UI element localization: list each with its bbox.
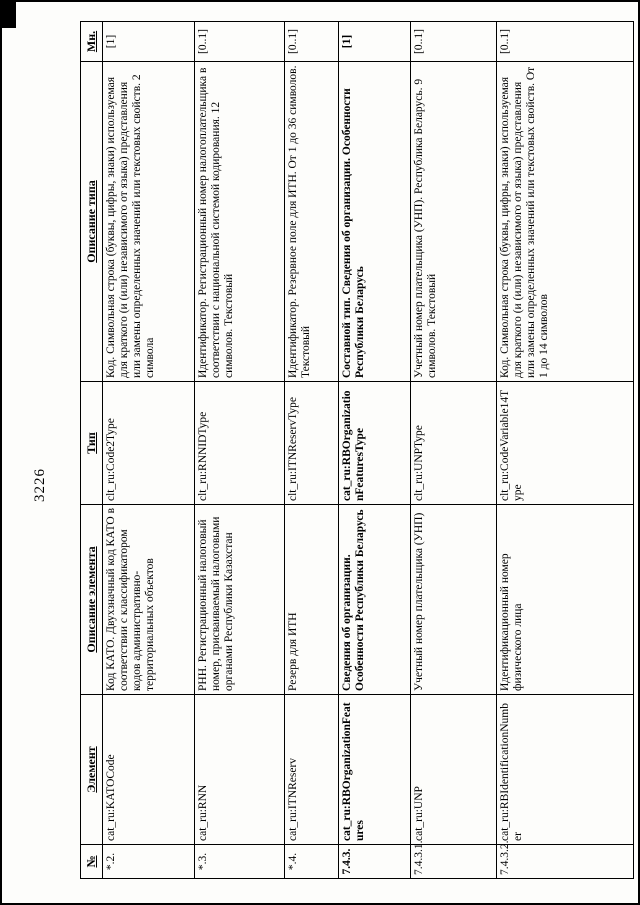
multiplicity: [0..1] <box>285 22 339 62</box>
multiplicity: [0..1] <box>411 22 497 62</box>
col-header-type: Тип <box>81 382 103 505</box>
col-header-element: Элемент <box>81 695 103 845</box>
element-name: cat_ru:KATOCode <box>103 695 195 845</box>
row-number: 7.4.3.1. <box>411 845 497 879</box>
type-name: cat_ru:RBOrganizationFeaturesType <box>339 382 411 505</box>
row-number: *.4. <box>285 845 339 879</box>
type-name: clt_ru:CodeVariable14Type <box>497 382 634 505</box>
element-description: Сведения об организации. Особенности Республики Беларусь <box>339 505 411 695</box>
table-row <box>103 22 195 879</box>
type-description: Код. Символьная строка (буквы, цифры, знаки) используемая для краткого (и (или) независимого от языка) представления или замены определенных значений или текстовых свойств. 2 символа <box>103 62 195 382</box>
multiplicity: [0..1] <box>195 22 285 62</box>
col-header-element-description: Описание элемента <box>81 505 103 695</box>
type-name: clt_ru:UNPType <box>411 382 497 505</box>
element-name: cat_ru:RBOrganizationFeatures <box>339 695 411 845</box>
multiplicity: [1] <box>339 22 411 62</box>
type-description: Составной тип. Сведения об организации. Особенности Республики Беларусь <box>339 62 411 382</box>
element-description: Учетный номер плательщика (УНП) <box>411 505 497 695</box>
multiplicity: [0..1] <box>497 22 634 62</box>
row-number: 7.4.3. <box>339 845 411 879</box>
type-name: clt_ru:ITNReservType <box>285 382 339 505</box>
type-name: clt_ru:RNNIDType <box>195 382 285 505</box>
type-description: Идентификатор. Регистрационный номер налогоплательщика в соответствии с национальной системой кодирования. 12 символов. Текстовый <box>195 62 285 382</box>
schema-elements-table <box>80 21 634 879</box>
element-description: Резерв для ИТН <box>285 505 339 695</box>
table-row <box>411 22 497 879</box>
multiplicity: [1] <box>103 22 195 62</box>
col-header-number: № <box>81 845 103 879</box>
element-name: cat_ru:UNP <box>411 695 497 845</box>
table-row <box>285 22 339 879</box>
type-description: Идентификатор. Резервное поле для ИТН. От 1 до 36 символов. Текстовый <box>285 62 339 382</box>
type-description: Учетный номер плательщика (УНП). Республика Беларусь. 9 символов. Текстовый <box>411 62 497 382</box>
table-row <box>339 22 411 879</box>
page-number-text: 3226 <box>32 468 48 502</box>
type-name: clt_ru:Code2Type <box>103 382 195 505</box>
element-name: cat_ru:ITNReserv <box>285 695 339 845</box>
table-row <box>195 22 285 879</box>
type-description: Код. Символьная строка (буквы, цифры, знаки) используемая для краткого (и (или) независимого от языка) представления или замены определенных значений или текстовых свойств. От 1 до 14 символов <box>497 62 634 382</box>
col-header-multiplicity: Мн. <box>81 22 103 62</box>
table-row <box>497 22 634 879</box>
row-number: *.2. <box>103 845 195 879</box>
row-number: *.3. <box>195 845 285 879</box>
element-description: Идентификационный номер физического лица <box>497 505 634 695</box>
scan-corner-artifact <box>2 2 16 28</box>
element-name: cat_ru:RBIdentificationNumber <box>497 695 634 845</box>
page-number <box>32 468 49 502</box>
table-header-row <box>81 22 103 879</box>
element-description: Код КАТО. Двухзначный код КАТО в соответствии с классификатором кодов административно-территориальных объектов <box>103 505 195 695</box>
rotated-table-container <box>80 22 633 879</box>
col-header-type-description: Описание типа <box>81 62 103 382</box>
row-number: 7.4.3.2. <box>497 845 634 879</box>
element-description: РНН. Регистрационный налоговый номер, присваиваемый налоговыми органами Республики Казахстан <box>195 505 285 695</box>
element-name: cat_ru:RNN <box>195 695 285 845</box>
